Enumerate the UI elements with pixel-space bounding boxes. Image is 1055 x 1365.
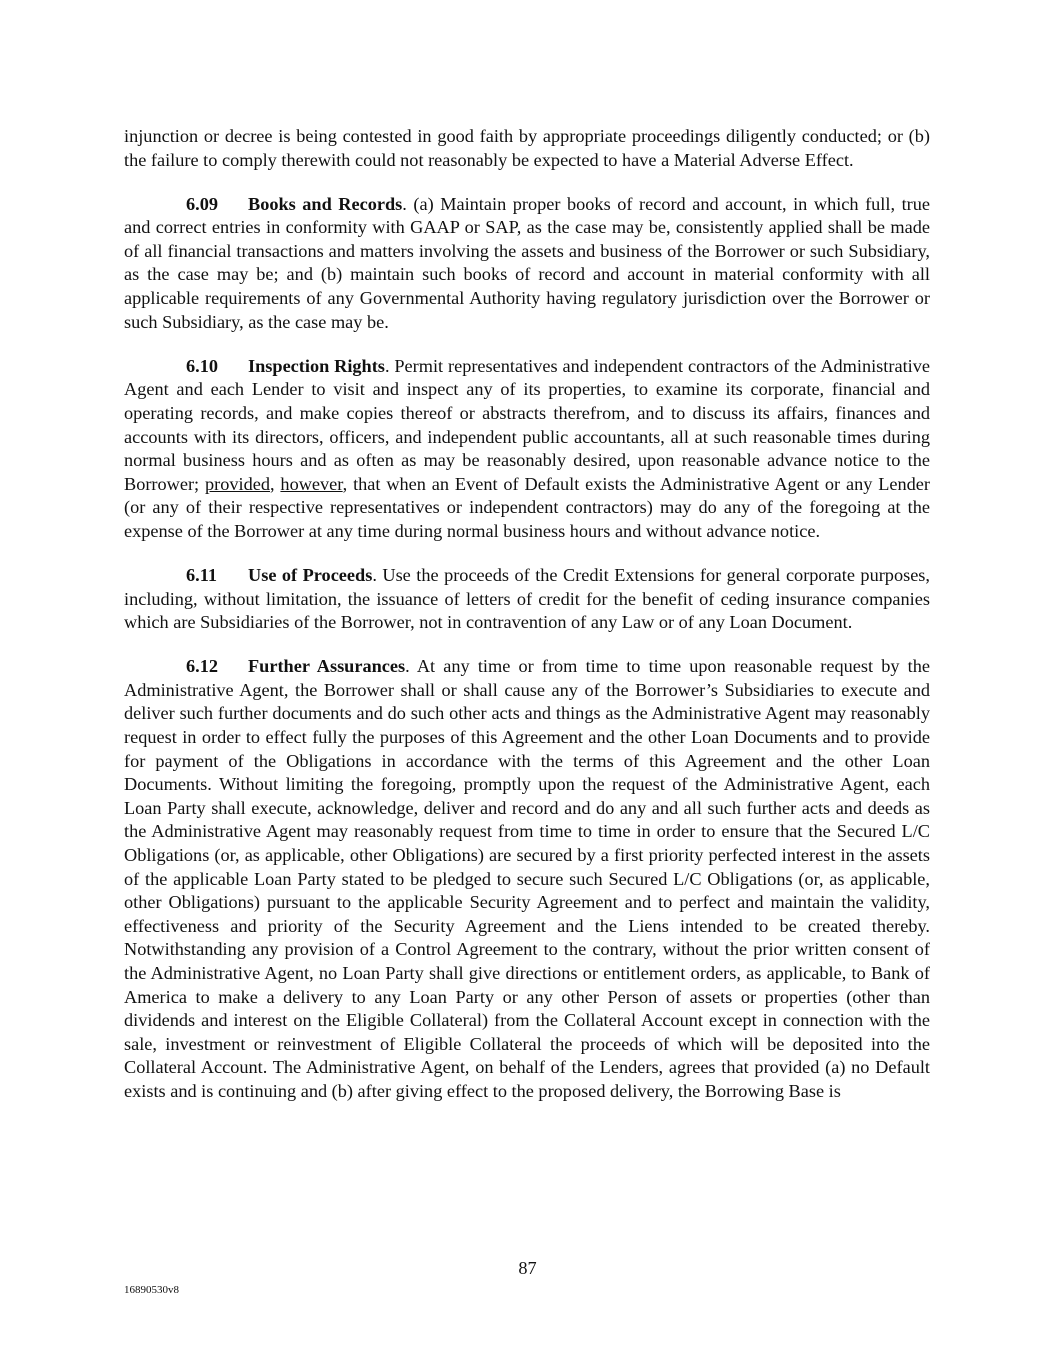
section-body: . (a) Maintain proper books of record and account, in which full, true and correct entries in conformity with GAAP or SAP, as the case may be, consistently applied shall be made of all financial transactions and matters involving the assets and business of the Borrower or such Subsidiary, as the case may be; and (b) maintain such books of record and account in material conformity with all applicable requirements of any Governmental Authority having regulatory jurisdiction over the Borrower or such Subsidiary, as the case may be. <box>124 193 930 332</box>
section-heading: Inspection Rights <box>248 355 385 376</box>
section-body: . Use the proceeds of the Credit Extensions for general corporate purposes, including, without limitation, the issuance of letters of credit for the benefit of ceding insurance companies which are Subsidiaries of the Borrower, not in contravention of any Law or of any Loan Document. <box>124 565 930 633</box>
section-6-12 <box>124 655 930 1103</box>
page-number: 87 <box>518 1258 537 1278</box>
section-6-09 <box>124 193 930 335</box>
section-heading: Books and Records <box>248 193 403 214</box>
section-body: . At any time or from time to time upon reasonable request by the Administrative Agent, the Borrower shall or shall cause any of the Borrower’s Subsidiaries to execute and deliver such further documents and do such other acts and things as the Administrative Agent may reasonably request in order to effect fully the purposes of this Agreement and the other Loan Documents and to provide for payment of the Obligations in accordance with the terms of this Agreement and the other Loan Documents. Without limiting the foregoing, promptly upon the request of the Administrative Agent, each Loan Party shall execute, acknowledge, deliver and record and do any and all such further acts and deeds as the Administrative Agent may reasonably request from time to time in order to ensure that the Secured L/C Obligations (or, as applicable, other Obligations) are secured by a first priority perfected interest in the assets of the applicable Loan Party stated to be pledged to secure such Secured L/C Obligations (or, as applicable, other Obligations) pursuant to the applicable Security Agreement and to perfect and maintain the validity, effectiveness and priority of the Security Agreement and the Liens intended to be created thereby. Notwithstanding any provision of a Control Agreement to the contrary, without the prior written consent of the Administrative Agent, no Loan Party shall give directions or entitlement orders, as applicable, to Bank of America to make a delivery to any Loan Party or any other Person of assets or properties (other than dividends and interest on the Eligible Collateral) from the Collateral Account except in connection with the sale, investment or reinvestment of Eligible Collateral the proceeds of which will be deposited into the Collateral Account. The Administrative Agent, on behalf of the Lenders, agrees that provided (a) no Default exists and is continuing and (b) after giving effect to the proposed delivery, the Borrowing Base is <box>124 656 930 1101</box>
section-number: 6.11 <box>186 565 217 585</box>
section-6-10 <box>124 355 930 544</box>
provided-term: provided <box>205 473 270 494</box>
section-body-continued: , that when an Event of Default exists the Administrative Agent or any Lender (or any of their respective representatives or independent contractors) may do any of the foregoing at the expense of the Borrower at any time during normal business hours and without advance notice. <box>124 473 930 541</box>
section-heading: Use of Proceeds <box>248 565 373 585</box>
however-term: however <box>280 473 343 494</box>
section-number: 6.10 <box>186 355 218 376</box>
section-body: . Permit representatives and independent contractors of the Administrative Agent and each Lender to visit and inspect any of its properties, to examine its corporate, financial and operating records, and make copies thereof or abstracts therefrom, and to discuss its affairs, finances and accounts with its directors, officers, and independent public accountants, all at such reasonable times during normal business hours and as often as may be reasonably desired, upon reasonable advance notice to the Borrower; <box>124 355 930 494</box>
document-page <box>124 125 930 1124</box>
document-id: 16890530v8 <box>124 1284 179 1296</box>
continuation-paragraph: injunction or decree is being contested in good faith by appropriate proceedings diligently conducted; or (b) the failure to comply therewith could not reasonably be expected to have a Material Adverse Effect. <box>124 126 930 170</box>
section-6-11 <box>124 564 930 635</box>
section-number: 6.09 <box>186 193 218 214</box>
section-number: 6.12 <box>186 656 218 677</box>
separator: , <box>269 473 281 494</box>
section-heading: Further Assurances <box>248 656 406 677</box>
